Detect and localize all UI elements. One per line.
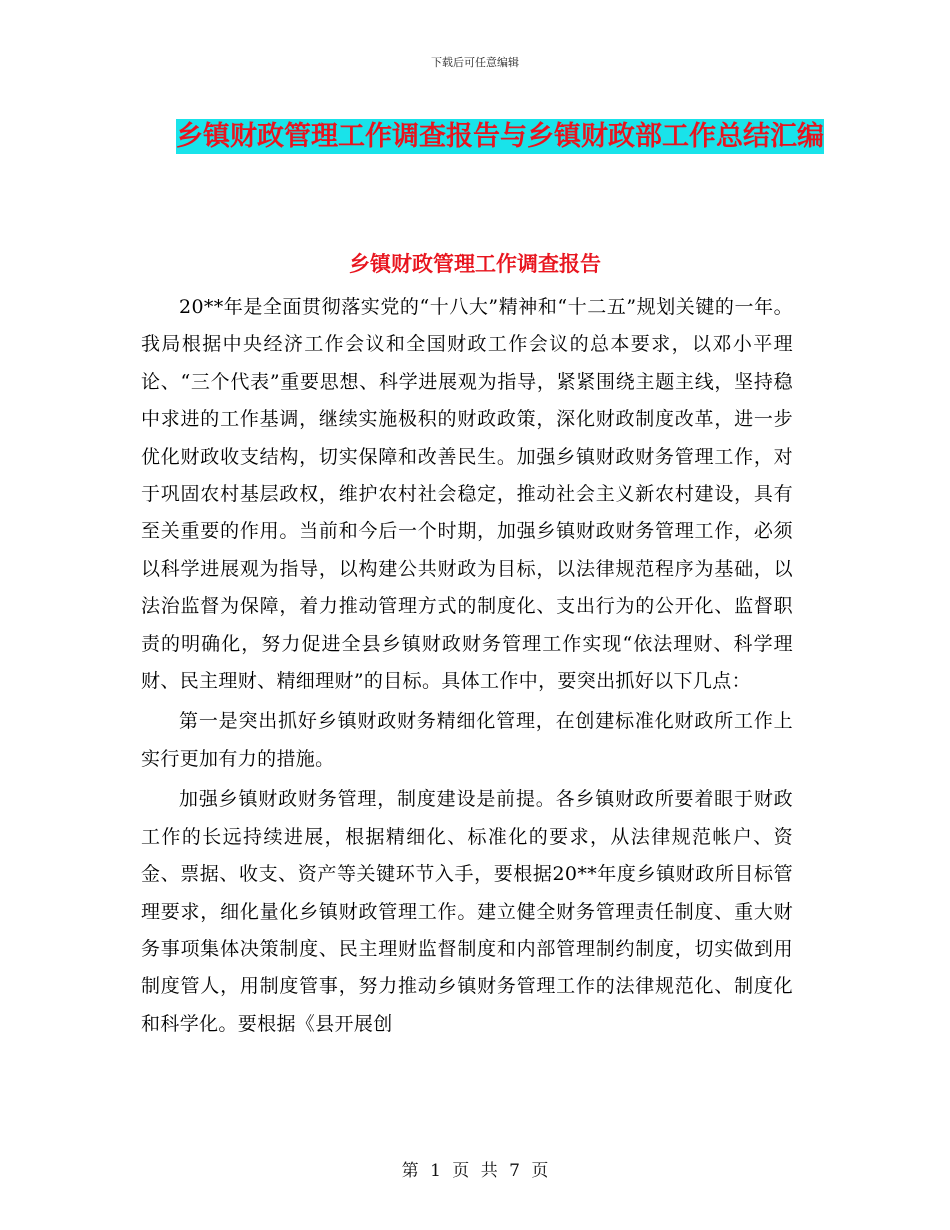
paragraph-intro: 20**年是全面贯彻落实党的“十八大”精神和“十二五”规划关键的一年。我局根据中央经济工作会议和全国财政工作会议的总本要求，以邓小平理论、“三个代表”重要思想、科学进展观为指导，紧紧围绕主题主线，坚持稳中求进的工作基调，继续实施极积的财政政策，深化财政制度改革，进一步优化财政收支结构，切实保障和改善民生。加强乡镇财政财务管理工作，对于巩固农村基层政权，维护农村社会稳定，推动社会主义新农村建设，具有至关重要的作用。当前和今后一个时期，加强乡镇财政财务管理工作，必须以科学进展观为指导，以构建公共财政为目标，以法律规范程序为基础，以法治监督为保障，着力推动管理方式的制度化、支出行为的公开化、监督职责的明确化，努力促进全县乡镇财政财务管理工作实现“依法理财、科学理财、民主理财、精细理财”的目标。具体工作中，要突出抓好以下几点： bbox=[141, 296, 793, 693]
paragraph-point-one: 第一是突出抓好乡镇财政财务精细化管理，在创建标准化财政所工作上实行更加有力的措施。 bbox=[141, 710, 793, 770]
document-body bbox=[141, 289, 793, 1046]
section-title: 乡镇财政管理工作调查报告 bbox=[349, 252, 601, 276]
document-title bbox=[150, 112, 850, 162]
page-header: 下载后可任意编辑 bbox=[431, 56, 519, 69]
page-footer: 第 1 页 共 7 页 bbox=[401, 1161, 549, 1181]
document-title-text: 乡镇财政管理工作调查报告与乡镇财政部工作总结汇编 bbox=[176, 121, 824, 152]
paragraph-management: 加强乡镇财政财务管理，制度建设是前提。各乡镇财政所要着眼于财政工作的长远持续进展，根据精细化、标准化的要求，从法律规范帐户、资金、票据、收支、资产等关键环节入手，要根据20**年度乡镇财政所目标管理要求，细化量化乡镇财政管理工作。建立健全财务管理责任制度、重大财务事项集体决策制度、民主理财监督制度和内部管理制约制度，切实做到用制度管人，用制度管事，努力推动乡镇财务管理工作的法律规范化、制度化和科学化。要根据《县开展创 bbox=[141, 788, 793, 1035]
